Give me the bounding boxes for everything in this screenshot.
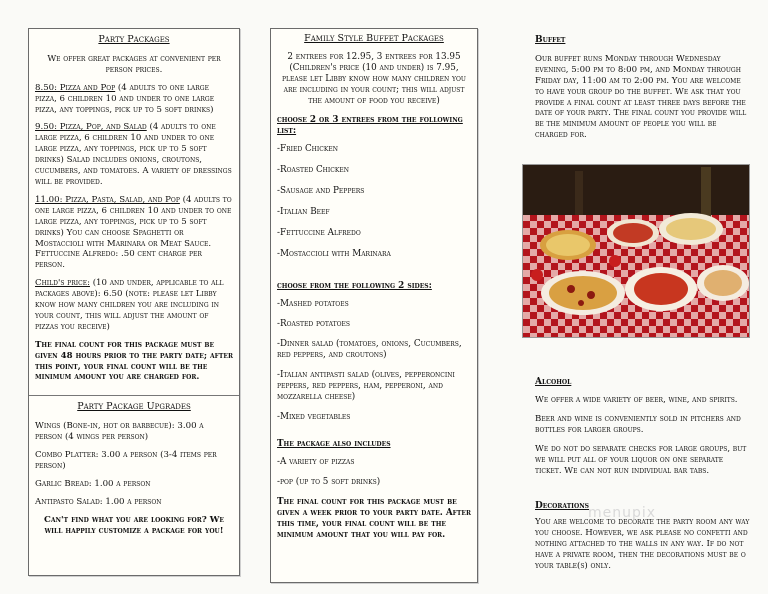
entree-item: -Fried Chicken [277, 143, 338, 154]
upgrades-title: Party Package Upgrades [77, 401, 191, 413]
child-price [35, 278, 233, 333]
entree-item: -Roasted Chicken [277, 164, 349, 175]
buffet-final-count: The final count for this package must be given a week prior to your party date. After this time, your final count will be the minimum amount that you will pay for. [277, 496, 471, 540]
package-9-50-text: (4 adults to one large pizza, 6 children 10 and under to one large pizza, any toppings, pick up to 5 soft drinks) Salad includes onions, croutons, cucumbers, and tomatoes. A variety of dressings will be provided. [35, 122, 232, 187]
entrees-title: choose 2 or 3 entrees from the following list: [277, 114, 463, 136]
child-price-name: Child's price: [35, 278, 90, 289]
upgrade-item: Combo Platter: 3.00 a person (3-4 items per person) [35, 450, 217, 471]
package-11-00 [35, 195, 233, 271]
alcohol-text-3: We do not do separate checks for large groups, but we will put all of your liquor on one separate ticket. We can not run individual bar tabs. [535, 443, 747, 476]
side-item: -Italian antipasti salad (olives, pepperoncini peppers, red peppers, ham, pepperoni, and mozzarella cheese) [277, 369, 455, 402]
entree-item: -Sausage and Peppers [277, 185, 365, 196]
entree-item: -Italian Beef [277, 206, 330, 217]
side-item: -Mixed vegetables [277, 411, 351, 422]
package-11-00-text: (4 adults to one large pizza, 6 children 10 and under to one large pizza, any toppings, pick up to 5 soft drinks) You can choose Spaghetti or Mostaccioli with Marinara or Meat Sauce. Fettuccine Alfredo: .50 cent charge per person. [35, 194, 232, 271]
party-final-count: The final count for this package must be given 48 hours prior to the party date; after this point, your final count will be the minimum amount you are charged for. [35, 339, 233, 383]
buffet-packages-panel [270, 28, 478, 583]
upgrade-item: Garlic Bread: 1.00 a person [35, 478, 151, 489]
alcohol-title: Alcohol [535, 377, 572, 388]
alcohol-text-2: Beer and wine is conveniently sold in pitchers and bottles for larger groups. [535, 413, 741, 435]
italian-food-photo [522, 164, 750, 338]
decorations-text: You are welcome to decorate the party room any way you choose. However, we ask please no confetti and nothing attached to the walls in any way. If do not have a private room, then the decorations must be o your table(s) only. [535, 517, 750, 572]
package-11-00-name: 11.00: Pizza, Pasta, Salad, and Pop [35, 194, 180, 205]
buffet-title: Buffet [535, 35, 566, 45]
include-item: -A variety of pizzas [277, 456, 355, 467]
customize-closing: Can't find what you are looking for? We will happily customize a package for you! [44, 514, 224, 536]
party-packages-intro: We offer great packages at convenient per person prices. [47, 53, 221, 75]
buffet-text: Our buffet runs Monday through Wednesday evening, 5:00 pm to 8:00 pm, and Monday through Friday day, 11:00 am to 2:00 pm. You are welcome to have your group do the buffet. We ask that you provide a final count at least three days before the date of your party. The final count you provide will be the minimum amount of people you will be charged for. [535, 53, 747, 141]
includes-title: The package also includes [277, 438, 391, 449]
buffet-packages-title: Family Style Buffet Packages [304, 33, 444, 44]
package-8-50-name: 8.50: Pizza and Pop [35, 82, 116, 93]
upgrade-item: Wings (Bone-in, hot or barbecue): 3.00 a person (4 wings per person) [35, 421, 204, 443]
alcohol-text-1: We offer a wide variety of beer, wine, and spirits. [535, 395, 738, 406]
include-item: -pop (up to 5 soft drinks) [277, 476, 381, 487]
upgrade-item: Antipasto Salad: 1.00 a person [35, 496, 162, 507]
package-9-50 [35, 122, 233, 187]
child-price-text: (10 and under, applicable to all packages above): 6.50 (note: please let Libby know how many children you are including in your count, this will adjust the amount of pizzas you receive) [35, 278, 224, 332]
entree-item: -Mostaccioli with Marinara [277, 248, 391, 259]
decorations-title: Decorations [535, 500, 590, 511]
side-item: -Mashed potatoes [277, 298, 349, 309]
menupix-watermark: menupix [588, 505, 657, 521]
side-item: -Roasted potatoes [277, 318, 350, 329]
package-9-50-name: 9.50: Pizza, Pop, and Salad [35, 122, 147, 133]
side-item: -Dinner salad (tomatoes, onions, Cucumbers, red peppers, and croutons) [277, 338, 462, 360]
package-8-50 [35, 83, 233, 116]
package-8-50-text: (4 adults to one large pizza, 6 children 10 and under to one large pizza, any toppings, pick up to 5 soft drinks) [35, 82, 215, 115]
entree-item: -Fettuccine Alfredo [277, 227, 361, 238]
sides-title: choose from the following 2 sides: [277, 280, 432, 291]
party-packages-title: Party Packages [98, 34, 170, 45]
party-packages-panel [28, 28, 240, 576]
food-illustration [523, 165, 749, 337]
buffet-packages-intro: 2 entrees for 12.95, 3 entrees for 13.95 (Children's price (10 and under) is 7.95, please let Libby know how many children you are including in your count; this will adjust the amount of food you receive) [282, 51, 466, 106]
